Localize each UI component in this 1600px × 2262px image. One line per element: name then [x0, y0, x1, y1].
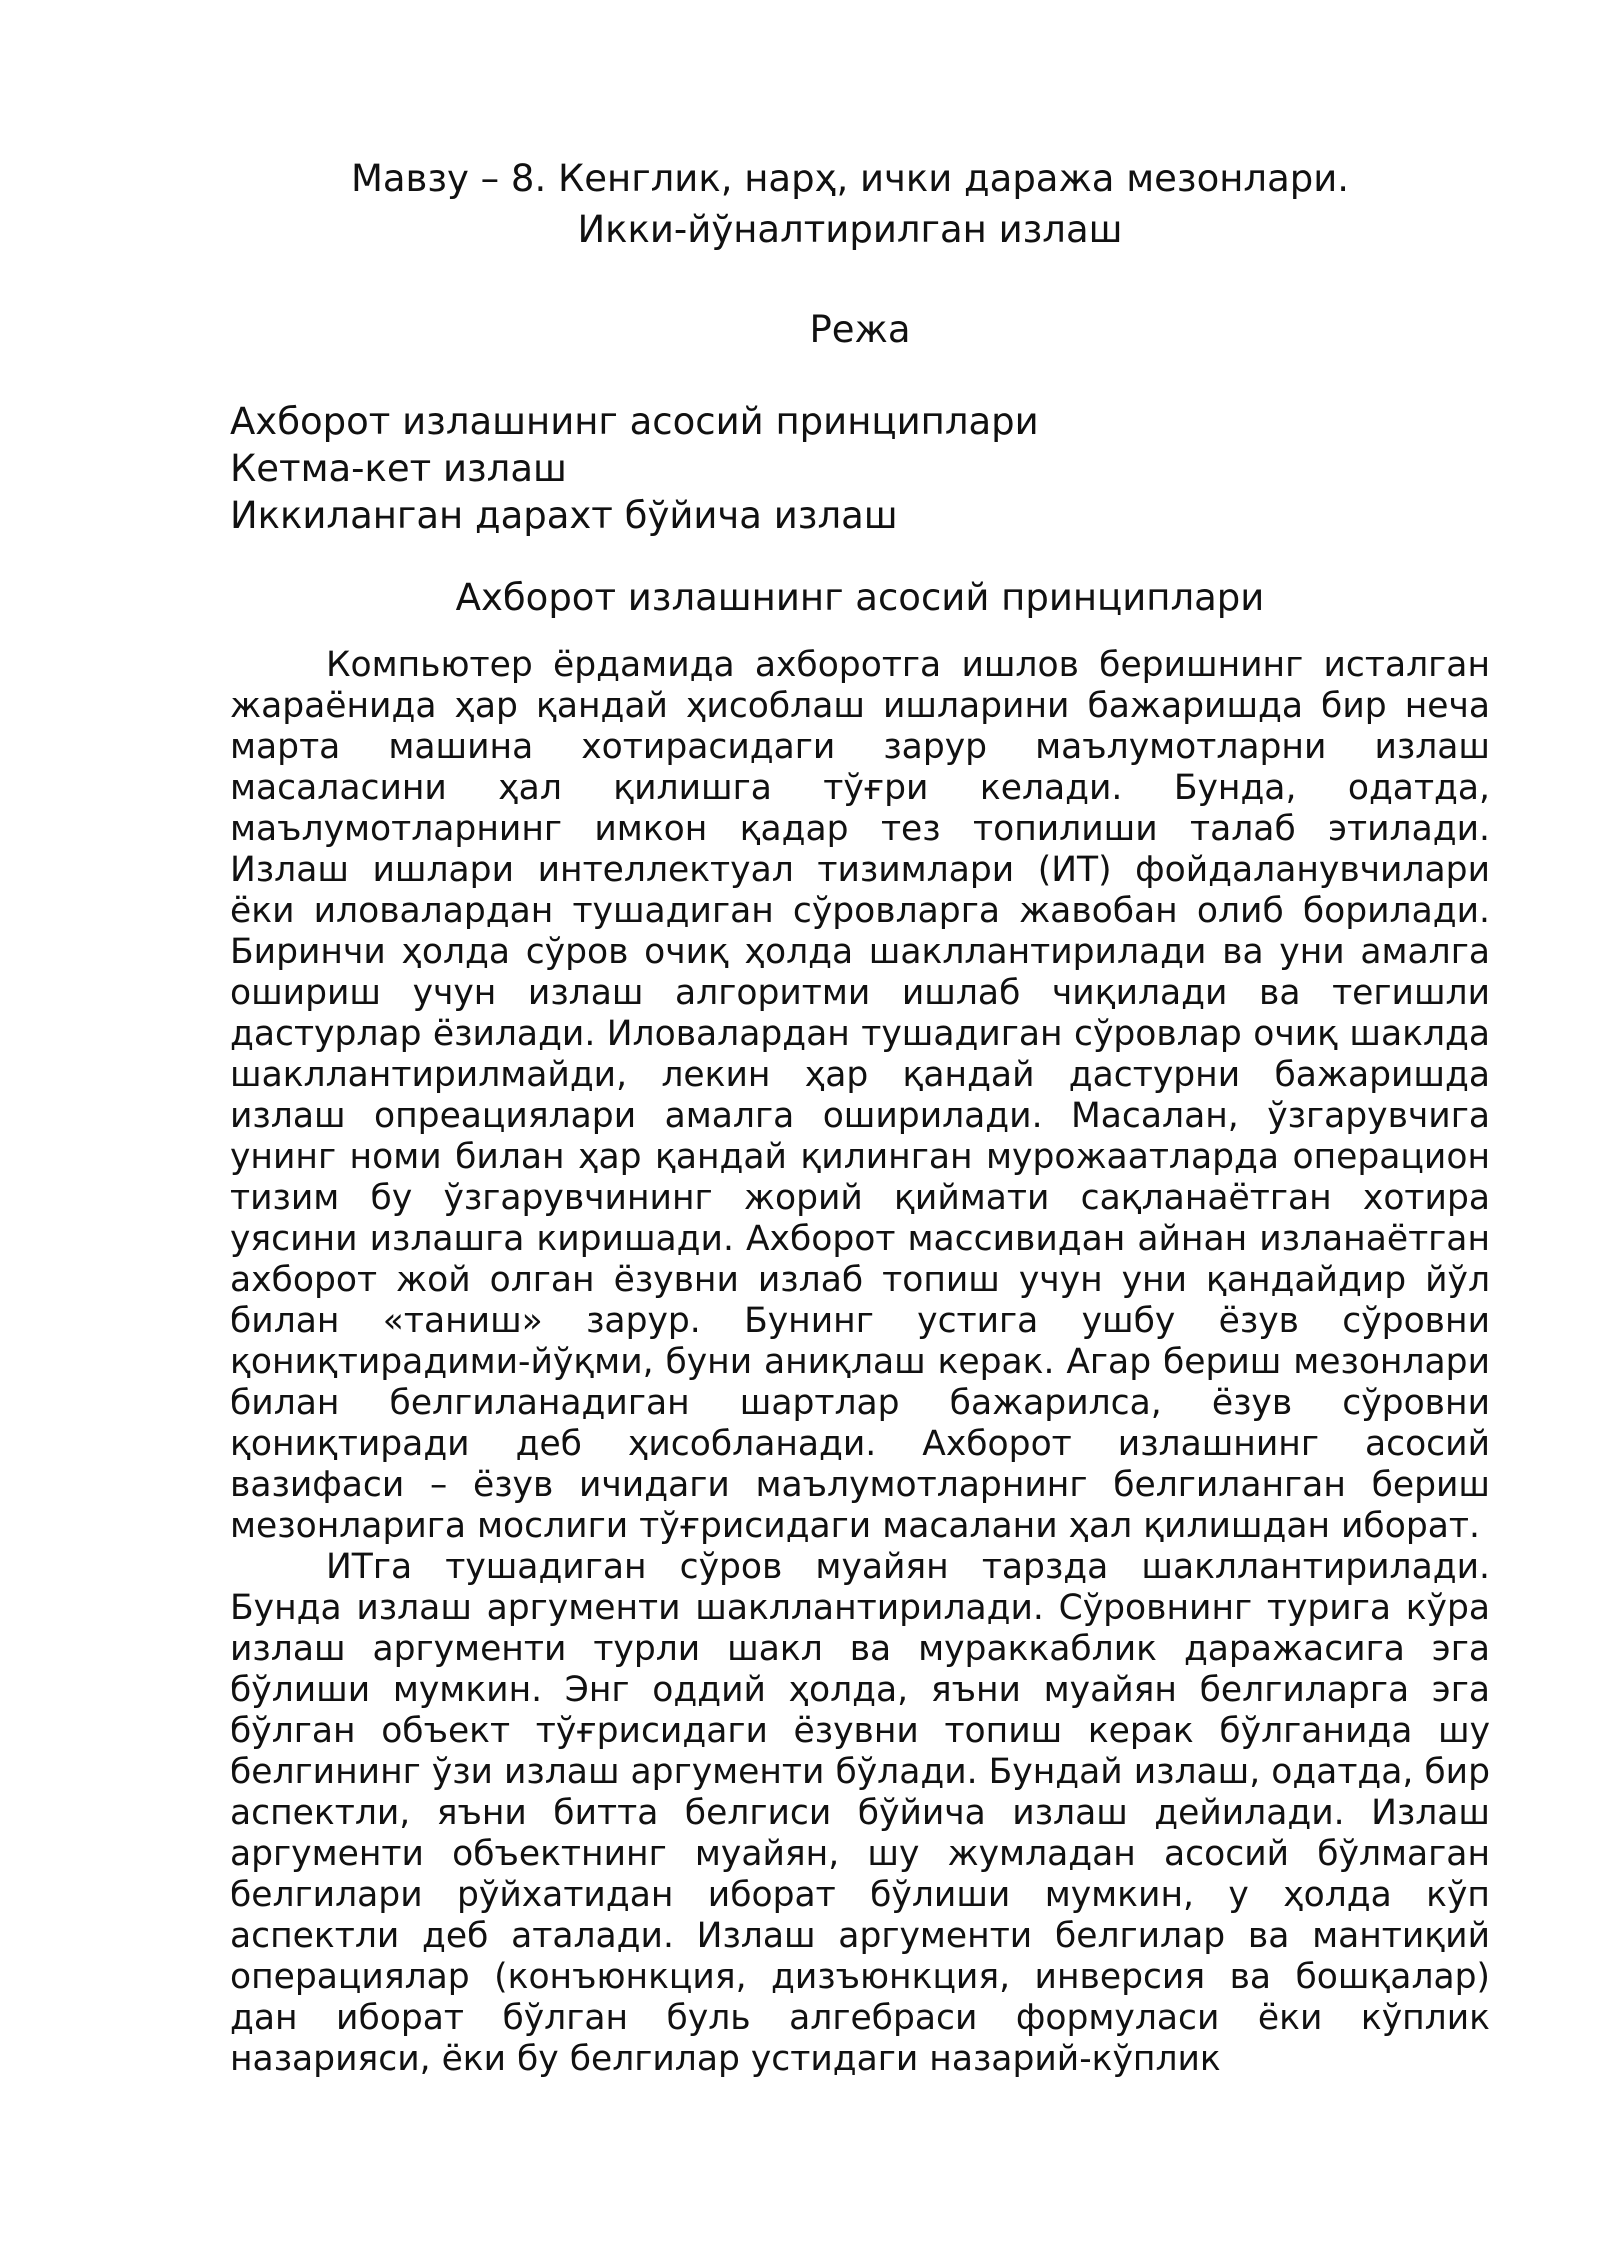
- body-text: [230, 645, 1490, 2080]
- plan-item: Иккиланган дарахт бўйича излаш: [230, 494, 898, 537]
- paragraph: Компьютер ёрдамида ахборотга ишлов беришнинг исталган жараёнида ҳар қандай ҳисоблаш ишларини бажаришда бир неча марта машина хотирасидаги зарур маълумотларни излаш масаласини ҳал қилишга тўғри келади. Бунда, одатда, маълумотларнинг имкон қадар тез топилиши талаб этилади. Излаш ишлари интеллектуал тизимлари (ИТ) фойдаланувчилари ёки иловалардан тушадиган сўровларга жавобан олиб борилади. Биринчи ҳолда сўров очиқ ҳолда шакллантирилади ва уни амалга ошириш учун излаш алгоритми ишлаб чиқилади ва тегишли дастурлар ёзилади. Иловалардан тушадиган сўровлар очиқ шаклда шакллантирилмайди, лекин ҳар қандай дастурни бажаришда излаш опреациялари амалга оширилади. Масалан, ўзгарувчига унинг номи билан ҳар қандай қилинган мурожаатларда операцион тизим бу ўзгарувчининг жорий қиймати сақланаётган хотира уясини излашга киришади. Ахборот массивидан айнан изланаётган ахборот жой олган ёзувни излаб топиш учун уни қандайдир йўл билан «таниш» зарур. Бунинг устига ушбу ёзув сўровни қониқтирадими-йўқми, буни аниқлаш керак. Агар бериш мезонлари билан белгиланадиган шартлар бажарилса, ёзув сўровни қониқтиради деб ҳисобланади. Ахборот излашнинг асосий вазифаси – ёзув ичидаги маълумотларнинг белгиланган бериш мезонларига мослиги тўғрисидаги масалани ҳал қилишдан иборат.: [230, 645, 1490, 1546]
- plan-item: Ахборот излашнинг асосий принциплари: [230, 400, 1039, 443]
- plan-list: [230, 398, 1039, 539]
- plan-item: Кетма-кет излаш: [230, 447, 567, 490]
- paragraph: ИТга тушадиган сўров муайян тарзда шакллантирилади. Бунда излаш аргументи шакллантирилади. Сўровнинг турига кўра излаш аргументи турли шакл ва мураккаблик даражасига эга бўлиши мумкин. Энг оддий ҳолда, яъни муайян белгиларга эга бўлган объект тўғрисидаги ёзувни топиш керак бўлганида шу белгининг ўзи излаш аргументи бўлади. Бундай излаш, одатда, бир аспектли, яъни битта белгиси бўйича излаш дейилади. Излаш аргументи объектнинг муайян, шу жумладан асосий бўлмаган белгилари рўйхатидан иборат бўлиши мумкин, у ҳолда кўп аспектли деб аталади. Излаш аргументи белгилар ва мантиқий операциялар (конъюнкция, дизъюнкция, инверсия ва бошқалар) дан иборат бўлган буль алгебраси формуласи ёки кўплик назарияси, ёки бу белгилар устидаги назарий-кўплик: [230, 1547, 1490, 2079]
- plan-heading: Режа: [809, 308, 911, 351]
- document-title: Мавзу – 8. Кенглик, нарҳ, ички даража мезонлари. Икки-йўналтирилган излаш: [350, 157, 1350, 251]
- section-heading: Ахборот излашнинг асосий принциплари: [455, 576, 1265, 619]
